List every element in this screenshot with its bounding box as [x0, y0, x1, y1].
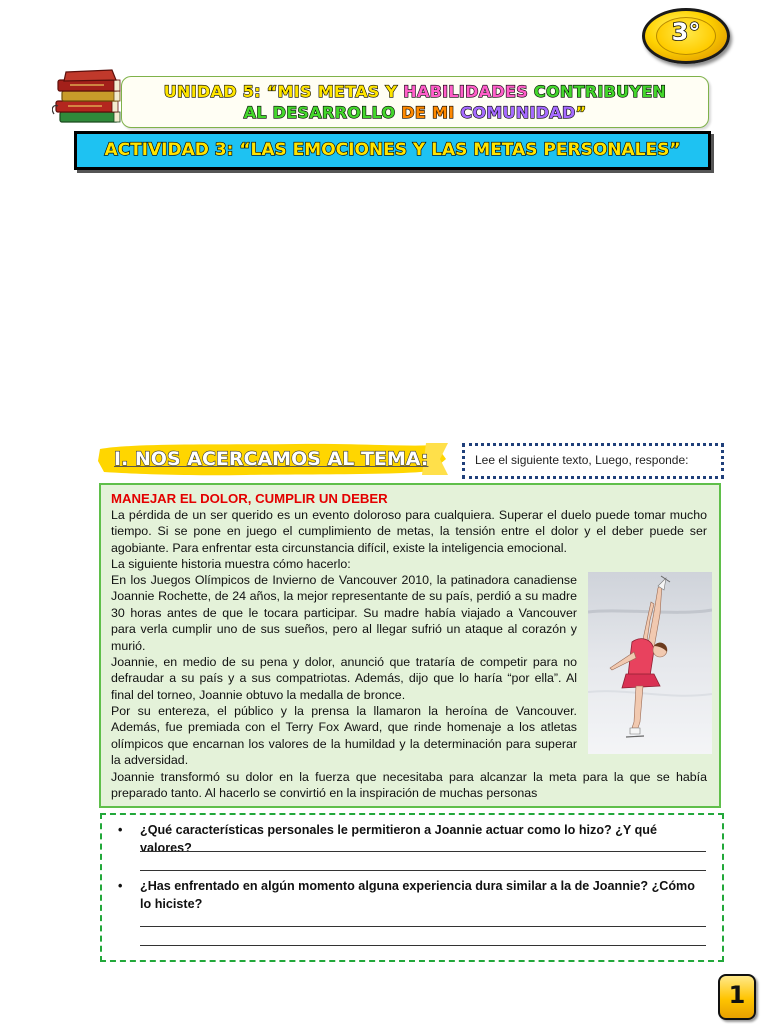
grade-badge [642, 8, 730, 64]
figure-skater-photo [588, 572, 712, 754]
page-number-badge [718, 974, 756, 1020]
reading-title: MANEJAR EL DOLOR, CUMPLIR UN DEBER [111, 491, 388, 506]
reading-paragraph: Por su entereza, el público y la prensa la llamaron la heroína de Vancouver. Además, fue premiada con el Terry Fox Award, que rinde homenaje a los atletas olímpicos que encarnan los valores de la humildad y la determinación para superar la adversidad. [111, 704, 577, 768]
questions-box [100, 813, 724, 962]
answer-line[interactable] [140, 870, 706, 871]
answer-line[interactable] [140, 851, 706, 852]
reading-paragraph: Joannie, en medio de su pena y dolor, anunció que trataría de competir para no defraudar a su país y a sus compatriotas. Además, dijo que lo haría “por ella”. Al final del torneo, Joannie obtuvo la medalla de bronce. [111, 655, 577, 702]
reading-paragraph: La pérdida de un ser querido es un evento doloroso para cualquiera. Superar el duelo puede tomar mucho tiempo. Si se pone en juego el cumplimiento de metas, la tensión entre el dolor y el deber puede ser agobiante. Para enfrentar esta circunstancia difícil, existe la inteligencia emocional. [111, 508, 707, 555]
activity-title-box [74, 131, 711, 170]
page-number: 1 [728, 981, 746, 1009]
section-title: I. NOS ACERCAMOS AL TEMA: [114, 448, 429, 470]
reading-panel [99, 483, 721, 808]
unit-title-part: AL DESARROLLO [243, 103, 396, 122]
unit-title-line-2 [122, 103, 708, 122]
books-stack-icon [52, 68, 130, 126]
instruction-box [462, 443, 724, 479]
question-text: ¿Has enfrentado en algún momento alguna experiencia dura similar a la de Joannie? ¿Cómo lo hiciste? [140, 879, 695, 911]
reading-paragraph: Joannie transformó su dolor en la fuerza que necesitaba para alcanzar la meta para la que se había preparado tanto. Al hacerlo se convirtió en la inspiración de muchas personas [111, 770, 707, 801]
instruction-text: Lee el siguiente texto, Luego, responde: [475, 453, 689, 467]
unit-title-part: MIS METAS [277, 82, 380, 101]
unit-title-part: ” [575, 103, 587, 122]
bullet: • [118, 823, 123, 837]
answer-line[interactable] [140, 926, 706, 927]
question-text: ¿Qué características personales le permitieron a Joannie actuar como lo hizo? ¿Y qué valores? [140, 823, 657, 855]
reading-paragraph: En los Juegos Olímpicos de Invierno de Vancouver 2010, la patinadora canadiense Joannie Rochette, de 24 años, la mejor representante de su país, perdió a su madre 30 horas antes de que le tocara participar. Su madre había viajado a Vancouver para verla cumplir uno de sus sueños, pero al llegar sufrió un ataque al corazón y murió. [111, 573, 577, 653]
unit-title-part: UNIDAD 5: “ [163, 82, 278, 101]
unit-title-part: COMUNIDAD [460, 103, 576, 122]
unit-title-part: Y [379, 82, 404, 101]
grade-label: 3° [671, 18, 701, 46]
unit-title-line-1 [122, 82, 708, 101]
answer-line[interactable] [140, 945, 706, 946]
activity-title: ACTIVIDAD 3: “LAS EMOCIONES Y LAS METAS PERSONALES” [104, 140, 681, 160]
bullet: • [118, 879, 123, 893]
unit-title-part: CONTRIBUYEN [528, 82, 667, 101]
unit-title-part: HABILIDADES [403, 82, 529, 101]
unit-title-box [121, 76, 709, 128]
reading-paragraph: La siguiente historia muestra cómo hacerlo: [111, 557, 351, 571]
unit-title-part: DE MI [395, 103, 461, 122]
